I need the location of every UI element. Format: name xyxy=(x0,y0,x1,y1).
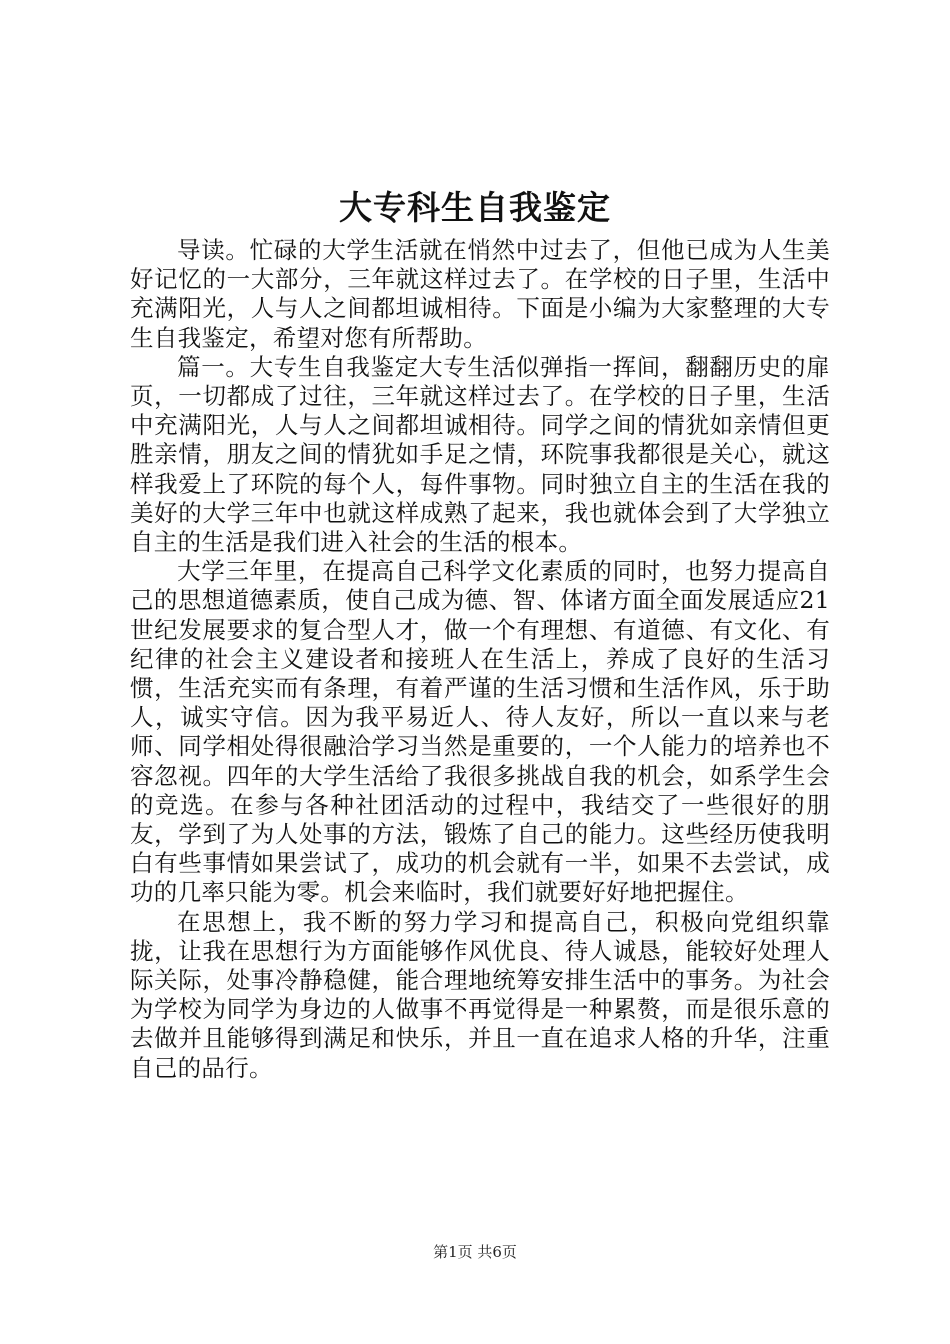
paragraph-three-years: 大学三年里，在提高自己科学文化素质的同时，也努力提高自己的思想道德素质，使自己成为德、智、体诸方面全面发展适应21世纪发展要求的复合型人才，做一个有理想、有道德、有文化、有纪律的社会主义建设者和接班人在生活上，养成了良好的生活习惯，生活充实而有条理，有着严谨的生活习惯和生活作风，乐于助人，诚实守信。因为我平易近人、待人友好，所以一直以来与老师、同学相处得很融洽学习当然是重要的，一个人能力的培养也不容忽视。四年的大学生活给了我很多挑战自我的机会，如系学生会的竞选。在参与各种社团活动的过程中，我结交了一些很好的朋友，学到了为人处事的方法，锻炼了自己的能力。这些经历使我明白有些事情如果尝试了，成功的机会就有一半，如果不去尝试，成功的几率只能为零。机会来临时，我们就要好好地把握住。 xyxy=(130,557,830,907)
paragraph-ideology: 在思想上，我不断的努力学习和提高自己，积极向党组织靠拢，让我在思想行为方面能够作风优良、待人诚恳，能较好处理人际关际，处事冷静稳健，能合理地统筹安排生活中的事务。为社会为学校为同学为身边的人做事不再觉得是一种累赘，而是很乐意的去做并且能够得到满足和快乐，并且一直在追求人格的升华，注重自己的品行。 xyxy=(130,907,830,1082)
paragraph-intro: 导读。忙碌的大学生活就在悄然中过去了，但他已成为人生美好记忆的一大部分，三年就这样过去了。在学校的日子里，生活中充满阳光，人与人之间都坦诚相待。下面是小编为大家整理的大专生自我鉴定，希望对您有所帮助。 xyxy=(130,236,830,352)
document-title: 大专科生自我鉴定 xyxy=(339,188,611,227)
document-body xyxy=(130,236,830,1083)
paragraph-part-one: 篇一。大专生自我鉴定大专生活似弹指一挥间，翻翻历史的扉页，一切都成了过往，三年就这样过去了。在学校的日子里，生活中充满阳光，人与人之间都坦诚相待。同学之间的情犹如亲情但更胜亲情，朋友之间的情犹如手足之情，环院事我都很是关心，就这样我爱上了环院的每个人，每件事物。同时独立自主的生活在我的美好的大学三年中也就这样成熟了起来，我也就体会到了大学独立自主的生活是我们进入社会的生活的根本。 xyxy=(130,352,830,557)
page-number-footer: 第1页 共6页 xyxy=(433,1243,517,1261)
